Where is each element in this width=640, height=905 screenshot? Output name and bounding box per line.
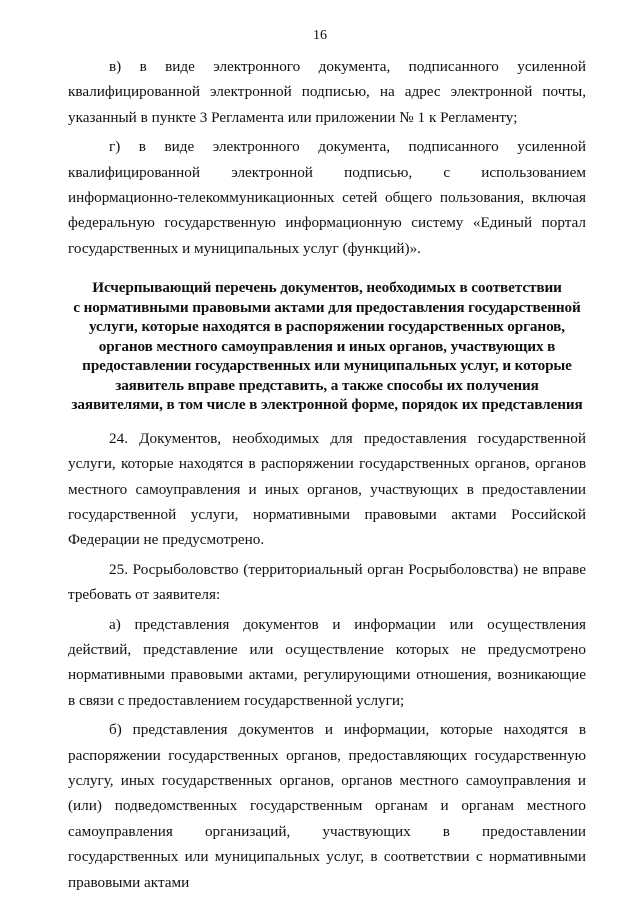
paragraph-24: 24. Документов, необходимых для предоставления государственной услуги, которые находятся в распоряжении государственных органов, органов местного самоуправления и иных органов, участвующих в предоставлении государственной услуги, нормативными правовыми актами Российской Федерации не предусмотрено. <box>68 429 586 549</box>
paragraph-b: б) представления документов и информации, которые находятся в распоряжении государственных органов, предоставляющих государственную услугу, иных государственных органов, органов местного самоуправления и (или) подведомственных государственным органам и органам местного самоуправления организаций, участвующих в предоставлении государственных или муниципальных услуг, в соответствии с нормативными правовыми актами <box>68 721 586 891</box>
paragraph-g: г) в виде электронного документа, подписанного усиленной квалифицированной электронной подписью, с использованием информационно-телекоммуникационных сетей общего пользования, включая федеральную государственную информационную систему «Единый портал государственных и муниципальных услуг (функций)». <box>68 138 586 257</box>
page-content <box>68 54 586 899</box>
page-number: 16 <box>313 28 327 43</box>
heading-line: с нормативными правовыми актами для предоставления государственной <box>73 298 581 316</box>
heading-line: услуги, которые находятся в распоряжении государственных органов, <box>89 318 565 336</box>
heading-line: предоставлении государственных или муниципальных услуг, и которые <box>82 357 572 375</box>
heading-line: Исчерпывающий перечень документов, необходимых в соответствии <box>92 279 562 297</box>
heading-line: органов местного самоуправления и иных органов, участвующих в <box>98 337 556 355</box>
section-heading <box>68 278 586 415</box>
paragraph-v: в) в виде электронного документа, подписанного усиленной квалифицированной электронной подписью, на адрес электронной почты, указанный в пункте 3 Регламента или приложении № 1 к Регламенту; <box>68 58 586 126</box>
heading-line: заявитель вправе представить, а также способы их получения <box>115 376 539 394</box>
paragraph-25: 25. Росрыболовство (территориальный орган Росрыболовства) не вправе требовать от заявителя: <box>68 560 586 604</box>
heading-line: заявителями, в том числе в электронной форме, порядок их представления <box>71 396 583 414</box>
paragraph-a: а) представления документов и информации или осуществления действий, представление или осуществление которых не предусмотрено нормативными правовыми актами, регулирующими отношения, возникающие в связи с предоставлением государственной услуги; <box>68 615 586 709</box>
